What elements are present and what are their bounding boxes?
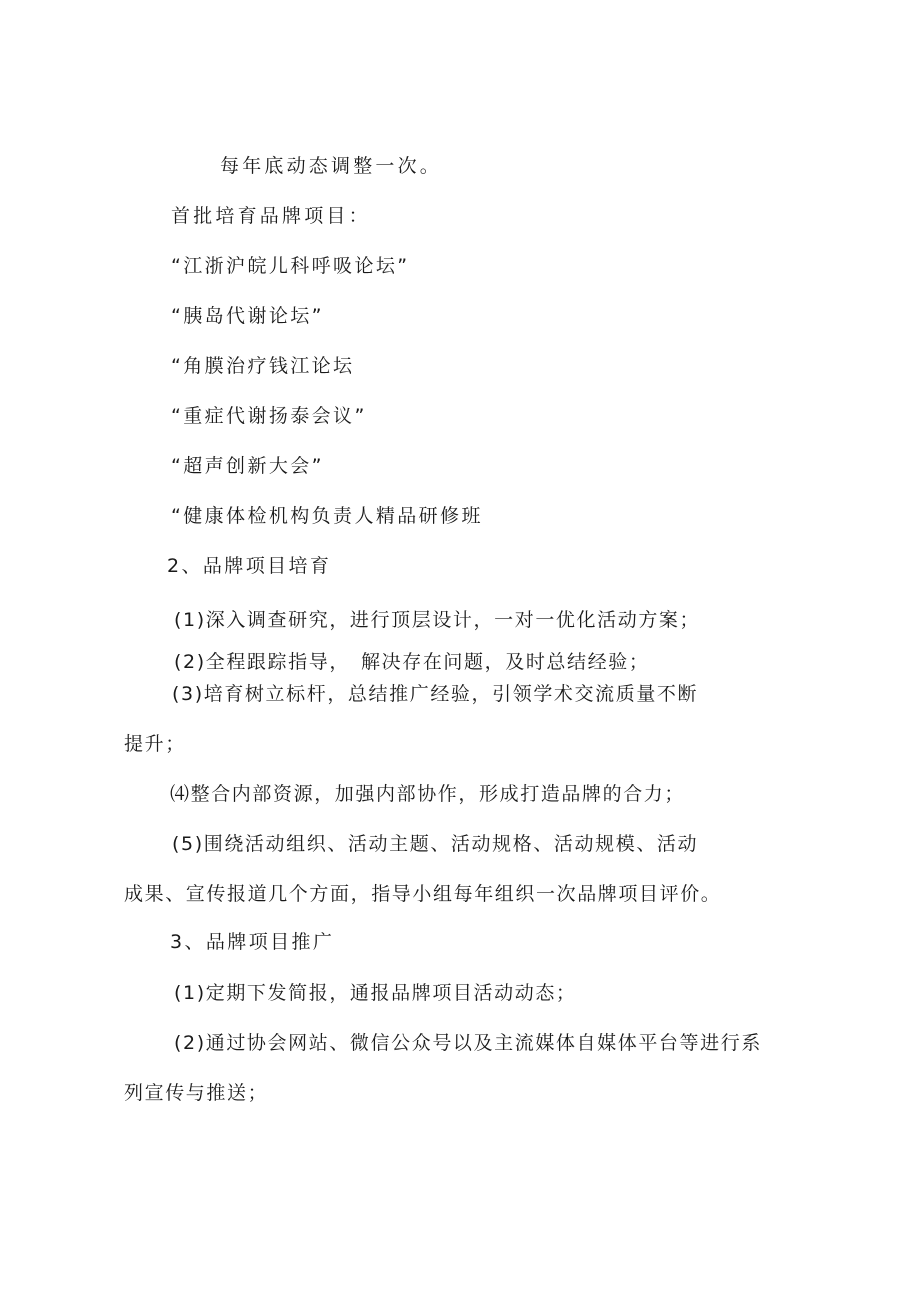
- cultivation-step-4: ⑷整合内部资源，加强内部协作，形成打造品牌的合力；: [170, 783, 686, 805]
- cultivation-step-3: (3)培育树立标杆，总结推广经验，引领学术交流质量不断: [172, 683, 699, 705]
- promotion-step-2: (2)通过协会网站、微信公众号以及主流媒体自媒体平台等进行系: [174, 1032, 762, 1054]
- cultivation-step-1: (1)深入调查研究，进行顶层设计，一对一优化活动方案；: [174, 609, 701, 631]
- cultivation-step-5-continued: 成果、宣传报道几个方面，指导小组每年组织一次品牌项目评价。: [124, 883, 722, 905]
- cultivation-step-3-continued: 提升；: [124, 733, 186, 755]
- project-item-islet-metabolism-forum: “胰岛代谢论坛”: [171, 305, 324, 327]
- project-item-ultrasound-conference: “超声创新大会”: [171, 455, 324, 477]
- promotion-step-1: (1)定期下发简报，通报品牌项目活动动态；: [174, 982, 577, 1004]
- cultivation-step-2: (2)全程跟踪指导， 解决存在问题，及时总结经验；: [174, 651, 650, 673]
- cultivation-step-5: (5)围绕活动组织、活动主题、活动规格、活动规模、活动: [172, 833, 699, 855]
- heading-first-batch-projects: 首批培育品牌项目：: [171, 205, 371, 227]
- section-heading-cultivation: 2、品牌项目培育: [167, 555, 332, 577]
- project-item-cornea-forum: “角膜治疗钱江论坛: [171, 355, 355, 377]
- project-item-health-checkup-class: “健康体检机构负责人精品研修班: [171, 505, 483, 527]
- project-item-critical-care-meeting: “重症代谢扬泰会议”: [171, 405, 367, 427]
- section-heading-promotion: 3、品牌项目推广: [170, 931, 335, 953]
- promotion-step-2-continued: 列宣传与推送；: [124, 1082, 269, 1104]
- project-item-pediatric-forum: “江浙沪皖儿科呼吸论坛”: [171, 255, 410, 277]
- paragraph-annual-adjustment: 每年底动态调整一次。: [220, 155, 443, 177]
